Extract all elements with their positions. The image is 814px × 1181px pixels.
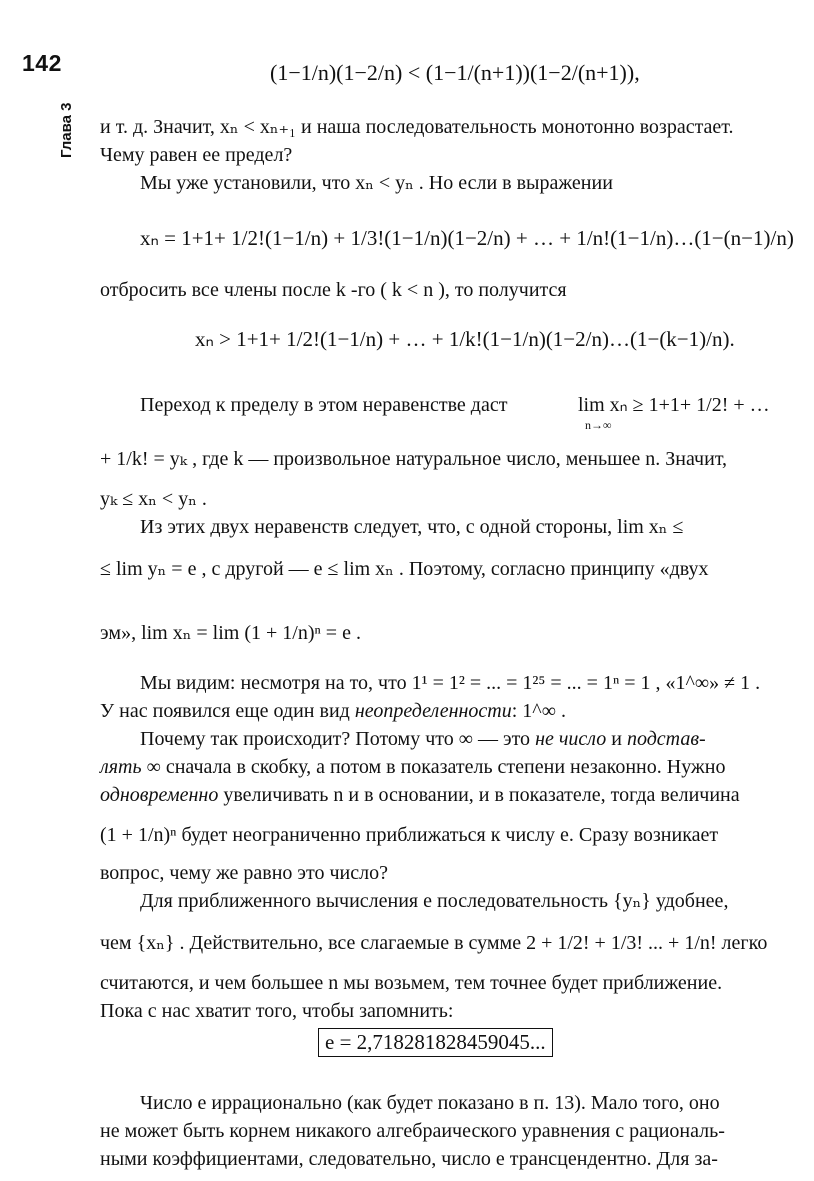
text-line-4: отбросить все члены после k -го ( k < n ), то получится [100,279,567,301]
text-line-13c: и [606,728,627,750]
text-line-12a: У нас появился еще один вид [100,700,355,722]
text-line-8: Из этих двух неравенств следует, что, с одной стороны, lim xₙ ≤ [140,516,684,538]
formula-inequality-1: (1−1/n)(1−2/n) < (1−1/(n+1))(1−2/(n+1)), [270,60,640,85]
text-line-2: Чему равен ее предел? [100,144,293,166]
formula-xn-lower-bound: xₙ > 1+1+ 1/2!(1−1/n) + … + 1/k!(1−1/n)(1−2/n)…(1−(k−1)/n). [195,327,735,351]
text-line-13 [140,726,764,753]
formula-limit-1: lim xₙ ≥ 1+1+ 1/2! + … [578,394,770,416]
text-line-3: Мы уже установили, что xₙ < yₙ . Но если в выражении [140,172,613,194]
text-line-13b: не число [535,728,607,750]
text-line-13d: подстав- [626,728,706,750]
chapter-label: Глава 3 [58,102,75,158]
text-line-10: эм», lim xₙ = lim (1 + 1/n)ⁿ = e . [100,622,361,644]
text-line-21: Пока с нас хватит того, чтобы запомнить: [100,1000,454,1022]
text-line-18: Для приближенного вычисления e последовательность {yₙ} удобнее, [140,890,729,912]
text-line-12b: неопределенности [354,700,512,722]
text-line-1: и т. д. Значит, xₙ < xₙ₊₁ и наша последовательность монотонно возрастает. [100,116,734,138]
text-line-15 [100,782,764,809]
text-line-13a: Почему так происходит? Потому что ∞ — это [140,728,536,750]
text-line-19: чем {xₙ} . Действительно, все слагаемые в сумме 2 + 1/2! + 1/3! ... + 1/n! легко [100,932,768,954]
text-line-11: Мы видим: несмотря на то, что 1¹ = 1² = ... = 1²⁵ = ... = 1ⁿ = 1 , «1^∞» ≠ 1 . [140,672,761,694]
page-number: 142 [22,50,62,76]
formula-xn-expansion: xₙ = 1+1+ 1/2!(1−1/n) + 1/3!(1−1/n)(1−2/n) + … + 1/n!(1−1/n)…(1−(n−1)/n) [140,226,794,250]
text-line-7: yₖ ≤ xₙ < yₙ . [100,488,207,510]
text-line-6: + 1/k! = yₖ , где k — произвольное натуральное число, меньшее n. Значит, [100,448,728,470]
text-line-15a: одновременно [100,784,219,806]
text-line-24: ными коэффициентами, следовательно, число e трансцендентно. Для за- [100,1148,718,1170]
text-line-14b: ∞ сначала в скобку, а потом в показатель степени незаконно. Нужно [141,756,726,778]
text-line-15b: увеличивать n и в основании, и в показателе, тогда величина [218,784,740,806]
formula-limit-1-subscript: n→∞ [585,418,612,432]
text-line-20: считаются, и чем большее n мы возьмем, тем точнее будет приближение. [100,972,723,994]
text-line-9: ≤ lim yₙ = e , с другой — e ≤ lim xₙ . Поэтому, согласно принципу «двух [100,558,709,580]
text-line-17: вопрос, чему же равно это число? [100,862,388,884]
text-line-14a: лять [100,756,142,778]
text-line-12c: : 1^∞ . [511,700,566,722]
text-line-12 [100,698,764,725]
text-line-16: (1 + 1/n)ⁿ будет неограниченно приближаться к числу e. Сразу возникает [100,824,719,846]
text-line-14 [100,754,764,781]
text-line-23: не может быть корнем никакого алгебраического уравнения с рациональ- [100,1120,725,1142]
e-value-box: e = 2,718281828459045... [318,1028,553,1057]
text-line-5: Переход к пределу в этом неравенстве даст [140,394,508,416]
text-line-22: Число e иррационально (как будет показано в п. 13). Мало того, оно [140,1092,720,1114]
